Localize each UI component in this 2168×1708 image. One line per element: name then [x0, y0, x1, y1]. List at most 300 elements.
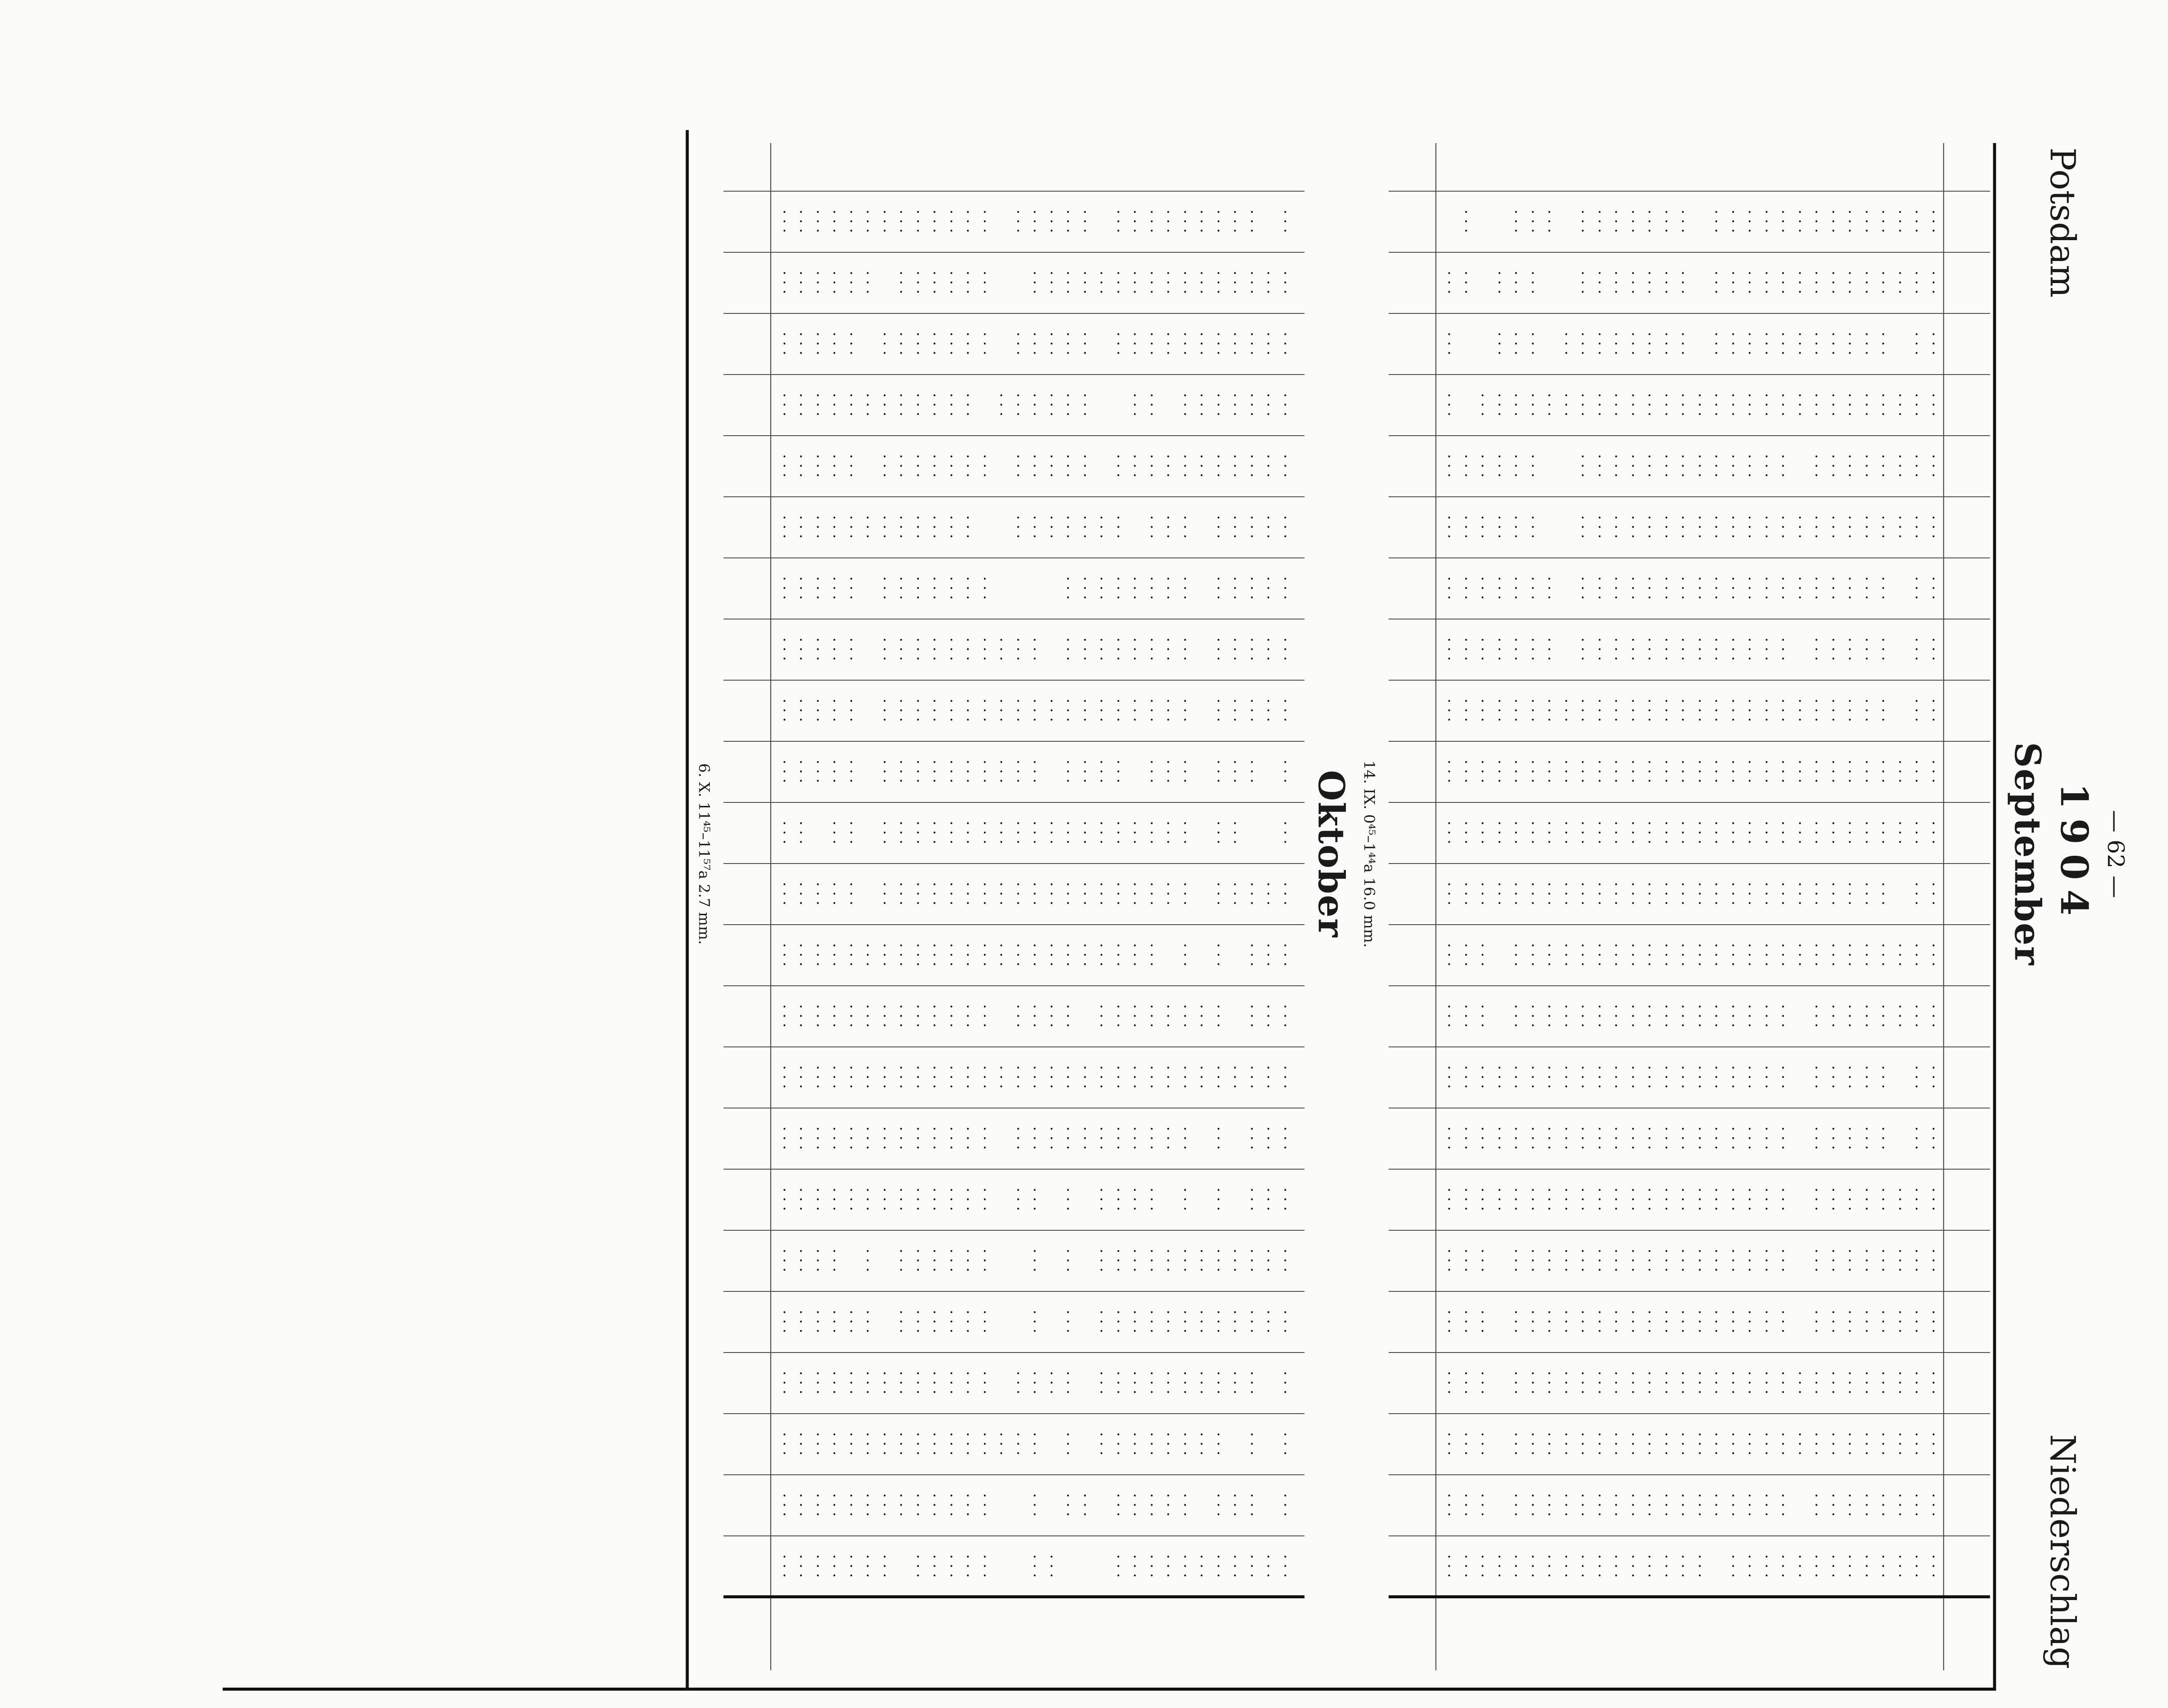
empty-dot: · · ·: [1507, 1432, 1525, 1456]
empty-dot: · · ·: [908, 1126, 926, 1150]
empty-dot: · · ·: [1640, 1310, 1658, 1333]
empty-dot: · · ·: [992, 943, 1010, 967]
empty-dot: · · ·: [925, 943, 943, 967]
hour-sum: [1393, 1230, 1432, 1291]
empty-dot: · · ·: [892, 1310, 910, 1333]
row-total: [1925, 1597, 1942, 1670]
empty-dot: · · ·: [1523, 1371, 1541, 1395]
empty-dot: · · ·: [875, 637, 893, 661]
empty-dot: · · ·: [1574, 1371, 1591, 1395]
precip-value: [1260, 802, 1277, 863]
empty-dot: · · ·: [1075, 515, 1093, 539]
hour-sum: [728, 802, 767, 863]
empty-dot: · · ·: [1109, 454, 1126, 478]
row-total: [1176, 1597, 1193, 1670]
empty-dot: · · ·: [1724, 821, 1741, 844]
precip-value: [1193, 1169, 1210, 1230]
empty-dot: · · ·: [1707, 454, 1725, 478]
empty-dot: · · ·: [1456, 1554, 1474, 1578]
row-date: [1026, 143, 1043, 191]
precip-value: [1076, 1535, 1093, 1597]
empty-dot: · · ·: [1657, 515, 1675, 539]
empty-dot: · · ·: [1924, 1432, 1942, 1456]
empty-dot: · · ·: [1574, 759, 1591, 783]
empty-dot: · · ·: [808, 943, 826, 967]
empty-dot: · · ·: [1126, 332, 1143, 355]
empty-dot: · · ·: [1456, 1310, 1474, 1333]
hour-column-rule: [724, 1474, 1305, 1475]
empty-dot: · · ·: [1841, 1065, 1858, 1089]
empty-dot: · · ·: [1276, 1310, 1293, 1333]
empty-dot: · · ·: [1841, 1432, 1858, 1456]
empty-dot: · · ·: [1059, 759, 1077, 783]
empty-dot: · · ·: [1009, 759, 1026, 783]
empty-dot: · · ·: [1824, 1493, 1841, 1517]
empty-dot: · · ·: [1674, 943, 1691, 967]
hour-column-rule: [724, 1046, 1305, 1047]
empty-dot: · · ·: [925, 1371, 943, 1395]
empty-dot: · · ·: [1740, 882, 1758, 906]
empty-dot: · · ·: [1924, 454, 1942, 478]
empty-dot: · · ·: [1059, 393, 1077, 417]
empty-dot: · · ·: [1025, 1493, 1043, 1517]
hour-column-rule: [1388, 374, 1990, 375]
empty-dot: · · ·: [1607, 1493, 1625, 1517]
empty-dot: · · ·: [792, 1310, 810, 1333]
precip-value: [1193, 1474, 1210, 1535]
empty-dot: · · ·: [1607, 821, 1625, 844]
empty-dot: · · ·: [1807, 209, 1825, 233]
precip-value: [1457, 313, 1474, 374]
empty-dot: · · ·: [1192, 1371, 1210, 1395]
precip-value: [1491, 1474, 1508, 1535]
hour-sum: [728, 313, 767, 374]
empty-dot: · · ·: [1490, 759, 1508, 783]
empty-dot: · · ·: [1059, 576, 1077, 600]
empty-dot: · · ·: [1557, 821, 1574, 844]
empty-dot: · · ·: [1540, 821, 1558, 844]
empty-dot: · · ·: [1574, 332, 1591, 355]
empty-dot: · · ·: [1276, 821, 1293, 844]
empty-dot: · · ·: [1740, 821, 1758, 844]
empty-dot: · · ·: [842, 1004, 859, 1028]
empty-dot: · · ·: [1757, 454, 1775, 478]
precip-value: [993, 557, 1009, 619]
empty-dot: · · ·: [1009, 454, 1026, 478]
empty-dot: · · ·: [792, 1432, 810, 1456]
empty-dot: · · ·: [792, 454, 810, 478]
empty-dot: · · ·: [1623, 1126, 1641, 1150]
empty-dot: · · ·: [1242, 332, 1260, 355]
hour-sum: [728, 1413, 767, 1474]
sum-label: [728, 143, 767, 191]
precip-value: [1541, 435, 1557, 496]
empty-dot: · · ·: [959, 271, 976, 294]
empty-dot: · · ·: [1790, 821, 1808, 844]
empty-dot: · · ·: [925, 1554, 943, 1578]
empty-dot: · · ·: [1159, 454, 1177, 478]
empty-dot: · · ·: [1159, 209, 1177, 233]
empty-dot: · · ·: [859, 1126, 876, 1150]
empty-dot: · · ·: [1523, 1065, 1541, 1089]
precip-value: [1193, 496, 1210, 557]
empty-dot: · · ·: [1574, 1004, 1591, 1028]
empty-dot: · · ·: [1175, 515, 1193, 539]
empty-dot: · · ·: [892, 637, 910, 661]
empty-dot: · · ·: [892, 271, 910, 294]
empty-dot: · · ·: [842, 1432, 859, 1456]
empty-dot: · · ·: [942, 515, 960, 539]
empty-dot: · · ·: [1740, 1065, 1758, 1089]
empty-dot: · · ·: [1841, 454, 1858, 478]
row-total: [792, 1597, 809, 1670]
empty-dot: · · ·: [1557, 1065, 1574, 1089]
column-header-hour: [1944, 863, 1987, 924]
empty-dot: · · ·: [1042, 393, 1060, 417]
precip-value: [1260, 741, 1277, 802]
empty-dot: · · ·: [1025, 271, 1043, 294]
precip-value: [1260, 191, 1277, 252]
precip-value: [1226, 1413, 1243, 1474]
empty-dot: · · ·: [1640, 271, 1658, 294]
empty-dot: · · ·: [1226, 1493, 1244, 1517]
empty-dot: · · ·: [1142, 515, 1160, 539]
column-header-hour: [1944, 1535, 1987, 1597]
precip-value: [1260, 1413, 1277, 1474]
empty-dot: · · ·: [1059, 271, 1077, 294]
empty-dot: · · ·: [1209, 943, 1227, 967]
precip-value: [1491, 1413, 1508, 1474]
empty-dot: · · ·: [859, 1310, 876, 1333]
precip-value: [1059, 1535, 1076, 1597]
empty-dot: · · ·: [942, 1004, 960, 1028]
hour-sum: [1393, 435, 1432, 496]
empty-dot: · · ·: [942, 821, 960, 844]
empty-dot: · · ·: [1025, 1432, 1043, 1456]
empty-dot: · · ·: [1740, 515, 1758, 539]
empty-dot: · · ·: [908, 1371, 926, 1395]
empty-dot: · · ·: [825, 1371, 843, 1395]
empty-dot: · · ·: [1874, 1187, 1892, 1211]
precip-value: [993, 191, 1009, 252]
empty-dot: · · ·: [1075, 698, 1093, 722]
empty-dot: · · ·: [1456, 1126, 1474, 1150]
row-date: [1841, 143, 1858, 191]
empty-dot: · · ·: [1175, 1004, 1193, 1028]
empty-dot: · · ·: [925, 393, 943, 417]
empty-dot: · · ·: [1774, 1493, 1792, 1517]
row-total: [1691, 1597, 1708, 1670]
row-total: [1093, 1597, 1110, 1670]
hour-column-rule: [1388, 924, 1990, 925]
empty-dot: · · ·: [1092, 1432, 1110, 1456]
empty-dot: · · ·: [1109, 1248, 1126, 1272]
empty-dot: · · ·: [1757, 1187, 1775, 1211]
empty-dot: · · ·: [1557, 759, 1574, 783]
empty-dot: · · ·: [1025, 759, 1043, 783]
empty-dot: · · ·: [1175, 1248, 1193, 1272]
empty-dot: · · ·: [842, 515, 859, 539]
hour-sum: [1393, 1413, 1432, 1474]
empty-dot: · · ·: [1924, 1126, 1942, 1150]
table-bottom-rule: [686, 130, 689, 1688]
empty-dot: · · ·: [859, 1371, 876, 1395]
empty-dot: · · ·: [1790, 209, 1808, 233]
column-header-hour: [1944, 496, 1987, 557]
empty-dot: · · ·: [792, 1554, 810, 1578]
empty-dot: · · ·: [925, 1310, 943, 1333]
precip-value: [993, 252, 1009, 313]
precip-value: [1076, 1413, 1093, 1474]
empty-dot: · · ·: [942, 882, 960, 906]
row-total: [1774, 1597, 1791, 1670]
empty-dot: · · ·: [1841, 882, 1858, 906]
precip-value: [1440, 191, 1457, 252]
row-date: [1110, 143, 1126, 191]
row-date: [1474, 143, 1491, 191]
empty-dot: · · ·: [1623, 515, 1641, 539]
empty-dot: · · ·: [1507, 882, 1525, 906]
precip-value: [1193, 619, 1210, 680]
hour-sum: [1393, 252, 1432, 313]
row-total: [1457, 1597, 1474, 1670]
empty-dot: · · ·: [925, 1126, 943, 1150]
table-right-rule: [222, 1688, 1996, 1691]
empty-dot: · · ·: [975, 1126, 993, 1150]
empty-dot: · · ·: [942, 454, 960, 478]
empty-dot: · · ·: [942, 698, 960, 722]
empty-dot: · · ·: [1757, 393, 1775, 417]
empty-dot: · · ·: [1209, 882, 1227, 906]
precip-value: [1791, 1230, 1808, 1291]
empty-dot: · · ·: [792, 759, 810, 783]
precip-value: [859, 557, 876, 619]
empty-dot: · · ·: [1607, 1065, 1625, 1089]
precip-value: [1541, 496, 1557, 557]
empty-dot: · · ·: [1440, 1004, 1458, 1028]
hour-column-rule: [1388, 741, 1990, 742]
empty-dot: · · ·: [1857, 1371, 1875, 1395]
empty-dot: · · ·: [1841, 209, 1858, 233]
empty-dot: · · ·: [1874, 1371, 1892, 1395]
empty-dot: · · ·: [1242, 515, 1260, 539]
empty-dot: · · ·: [875, 515, 893, 539]
year-title: 1904: [2052, 783, 2096, 925]
empty-dot: · · ·: [808, 1248, 826, 1272]
empty-dot: · · ·: [775, 1371, 793, 1395]
empty-dot: · · ·: [1690, 821, 1708, 844]
empty-dot: · · ·: [992, 1432, 1010, 1456]
empty-dot: · · ·: [1590, 576, 1608, 600]
column-header-total: [1944, 1597, 1987, 1670]
empty-dot: · · ·: [1025, 332, 1043, 355]
empty-dot: · · ·: [1640, 882, 1658, 906]
empty-dot: · · ·: [942, 1554, 960, 1578]
empty-dot: · · ·: [1523, 576, 1541, 600]
empty-dot: · · ·: [1740, 1493, 1758, 1517]
empty-dot: · · ·: [1790, 515, 1808, 539]
empty-dot: · · ·: [1623, 1065, 1641, 1089]
empty-dot: · · ·: [808, 1004, 826, 1028]
empty-dot: · · ·: [1574, 454, 1591, 478]
empty-dot: · · ·: [1473, 1004, 1491, 1028]
empty-dot: · · ·: [1126, 1554, 1143, 1578]
empty-dot: · · ·: [1907, 637, 1925, 661]
empty-dot: · · ·: [1574, 943, 1591, 967]
empty-dot: · · ·: [1924, 515, 1942, 539]
empty-dot: · · ·: [1707, 1187, 1725, 1211]
empty-dot: · · ·: [1059, 637, 1077, 661]
empty-dot: · · ·: [1009, 882, 1026, 906]
empty-dot: · · ·: [1557, 1371, 1574, 1395]
empty-dot: · · ·: [1907, 759, 1925, 783]
empty-dot: · · ·: [1473, 1310, 1491, 1333]
empty-dot: · · ·: [1557, 1248, 1574, 1272]
empty-dot: · · ·: [775, 1432, 793, 1456]
empty-dot: · · ·: [1924, 1310, 1942, 1333]
empty-dot: · · ·: [1159, 1126, 1177, 1150]
empty-dot: · · ·: [942, 1493, 960, 1517]
row-date: [892, 143, 909, 191]
empty-dot: · · ·: [1092, 698, 1110, 722]
empty-dot: · · ·: [808, 1310, 826, 1333]
precip-value: [1193, 680, 1210, 741]
empty-dot: · · ·: [1841, 1248, 1858, 1272]
empty-dot: · · ·: [1724, 1187, 1741, 1211]
empty-dot: · · ·: [1674, 759, 1691, 783]
empty-dot: · · ·: [1907, 1187, 1925, 1211]
empty-dot: · · ·: [1807, 1310, 1825, 1333]
empty-dot: · · ·: [1607, 759, 1625, 783]
empty-dot: · · ·: [942, 1371, 960, 1395]
empty-dot: · · ·: [1175, 1554, 1193, 1578]
empty-dot: · · ·: [1276, 943, 1293, 967]
empty-dot: · · ·: [1657, 271, 1675, 294]
empty-dot: · · ·: [1209, 1126, 1227, 1150]
empty-dot: · · ·: [1724, 759, 1741, 783]
precip-value: [1043, 1474, 1060, 1535]
empty-dot: · · ·: [842, 637, 859, 661]
empty-dot: · · ·: [1640, 454, 1658, 478]
empty-dot: · · ·: [1657, 1493, 1675, 1517]
empty-dot: · · ·: [1874, 515, 1892, 539]
empty-dot: · · ·: [1009, 637, 1026, 661]
empty-dot: · · ·: [1774, 332, 1792, 355]
empty-dot: · · ·: [1557, 698, 1574, 722]
hour-sum: [1393, 496, 1432, 557]
empty-dot: · · ·: [1507, 393, 1525, 417]
empty-dot: · · ·: [959, 882, 976, 906]
empty-dot: · · ·: [792, 637, 810, 661]
empty-dot: · · ·: [1623, 759, 1641, 783]
hour-column-rule: [1388, 1169, 1990, 1170]
empty-dot: · · ·: [1092, 1310, 1110, 1333]
sum-rule: [1435, 143, 1436, 1670]
empty-dot: · · ·: [1226, 209, 1244, 233]
column-header-datum: [1944, 143, 1987, 191]
row-total: [1076, 1597, 1093, 1670]
empty-dot: · · ·: [1175, 637, 1193, 661]
hour-column-rule: [724, 1413, 1305, 1414]
empty-dot: · · ·: [1507, 821, 1525, 844]
empty-dot: · · ·: [825, 1554, 843, 1578]
empty-dot: · · ·: [1209, 1187, 1227, 1211]
empty-dot: · · ·: [942, 576, 960, 600]
empty-dot: · · ·: [925, 515, 943, 539]
empty-dot: · · ·: [1690, 637, 1708, 661]
empty-dot: · · ·: [1907, 698, 1925, 722]
column-header-hour: [1944, 985, 1987, 1046]
row-total: [1210, 1597, 1227, 1670]
empty-dot: · · ·: [1724, 393, 1741, 417]
empty-dot: · · ·: [1574, 1126, 1591, 1150]
empty-dot: · · ·: [1473, 821, 1491, 844]
empty-dot: · · ·: [1126, 821, 1143, 844]
empty-dot: · · ·: [1126, 454, 1143, 478]
empty-dot: · · ·: [1473, 759, 1491, 783]
empty-dot: · · ·: [1009, 1371, 1026, 1395]
empty-dot: · · ·: [1890, 943, 1908, 967]
empty-dot: · · ·: [925, 454, 943, 478]
empty-dot: · · ·: [1226, 637, 1244, 661]
empty-dot: · · ·: [1590, 515, 1608, 539]
empty-dot: · · ·: [1707, 393, 1725, 417]
empty-dot: · · ·: [1042, 821, 1060, 844]
empty-dot: · · ·: [1276, 1554, 1293, 1578]
empty-dot: · · ·: [792, 1493, 810, 1517]
row-total: [1126, 1597, 1143, 1670]
empty-dot: · · ·: [859, 1248, 876, 1272]
empty-dot: · · ·: [1109, 1004, 1126, 1028]
empty-dot: · · ·: [1674, 271, 1691, 294]
empty-dot: · · ·: [1824, 1065, 1841, 1089]
empty-dot: · · ·: [1623, 698, 1641, 722]
empty-dot: · · ·: [1075, 393, 1093, 417]
empty-dot: · · ·: [1874, 393, 1892, 417]
empty-dot: · · ·: [1175, 759, 1193, 783]
row-date: [1491, 143, 1508, 191]
empty-dot: · · ·: [1009, 1432, 1026, 1456]
empty-dot: · · ·: [1857, 1065, 1875, 1089]
empty-dot: · · ·: [1109, 271, 1126, 294]
empty-dot: · · ·: [1640, 821, 1658, 844]
empty-dot: · · ·: [908, 271, 926, 294]
empty-dot: · · ·: [1590, 271, 1608, 294]
row-date: [1076, 143, 1093, 191]
empty-dot: · · ·: [1159, 1432, 1177, 1456]
empty-dot: · · ·: [908, 759, 926, 783]
empty-dot: · · ·: [792, 698, 810, 722]
empty-dot: · · ·: [1674, 698, 1691, 722]
empty-dot: · · ·: [1109, 1432, 1126, 1456]
empty-dot: · · ·: [875, 576, 893, 600]
empty-dot: · · ·: [1226, 1554, 1244, 1578]
empty-dot: · · ·: [1042, 454, 1060, 478]
empty-dot: · · ·: [1209, 1248, 1227, 1272]
empty-dot: · · ·: [1824, 821, 1841, 844]
empty-dot: · · ·: [942, 1310, 960, 1333]
empty-dot: · · ·: [1807, 454, 1825, 478]
empty-dot: · · ·: [1259, 271, 1277, 294]
empty-dot: · · ·: [959, 1126, 976, 1150]
empty-dot: · · ·: [1807, 882, 1825, 906]
hour-sum: [728, 1352, 767, 1413]
empty-dot: · · ·: [1209, 1554, 1227, 1578]
hour-sum: [1393, 1474, 1432, 1535]
empty-dot: · · ·: [1841, 1554, 1858, 1578]
precip-value: [1009, 1535, 1026, 1597]
grand-total: [728, 1597, 767, 1670]
